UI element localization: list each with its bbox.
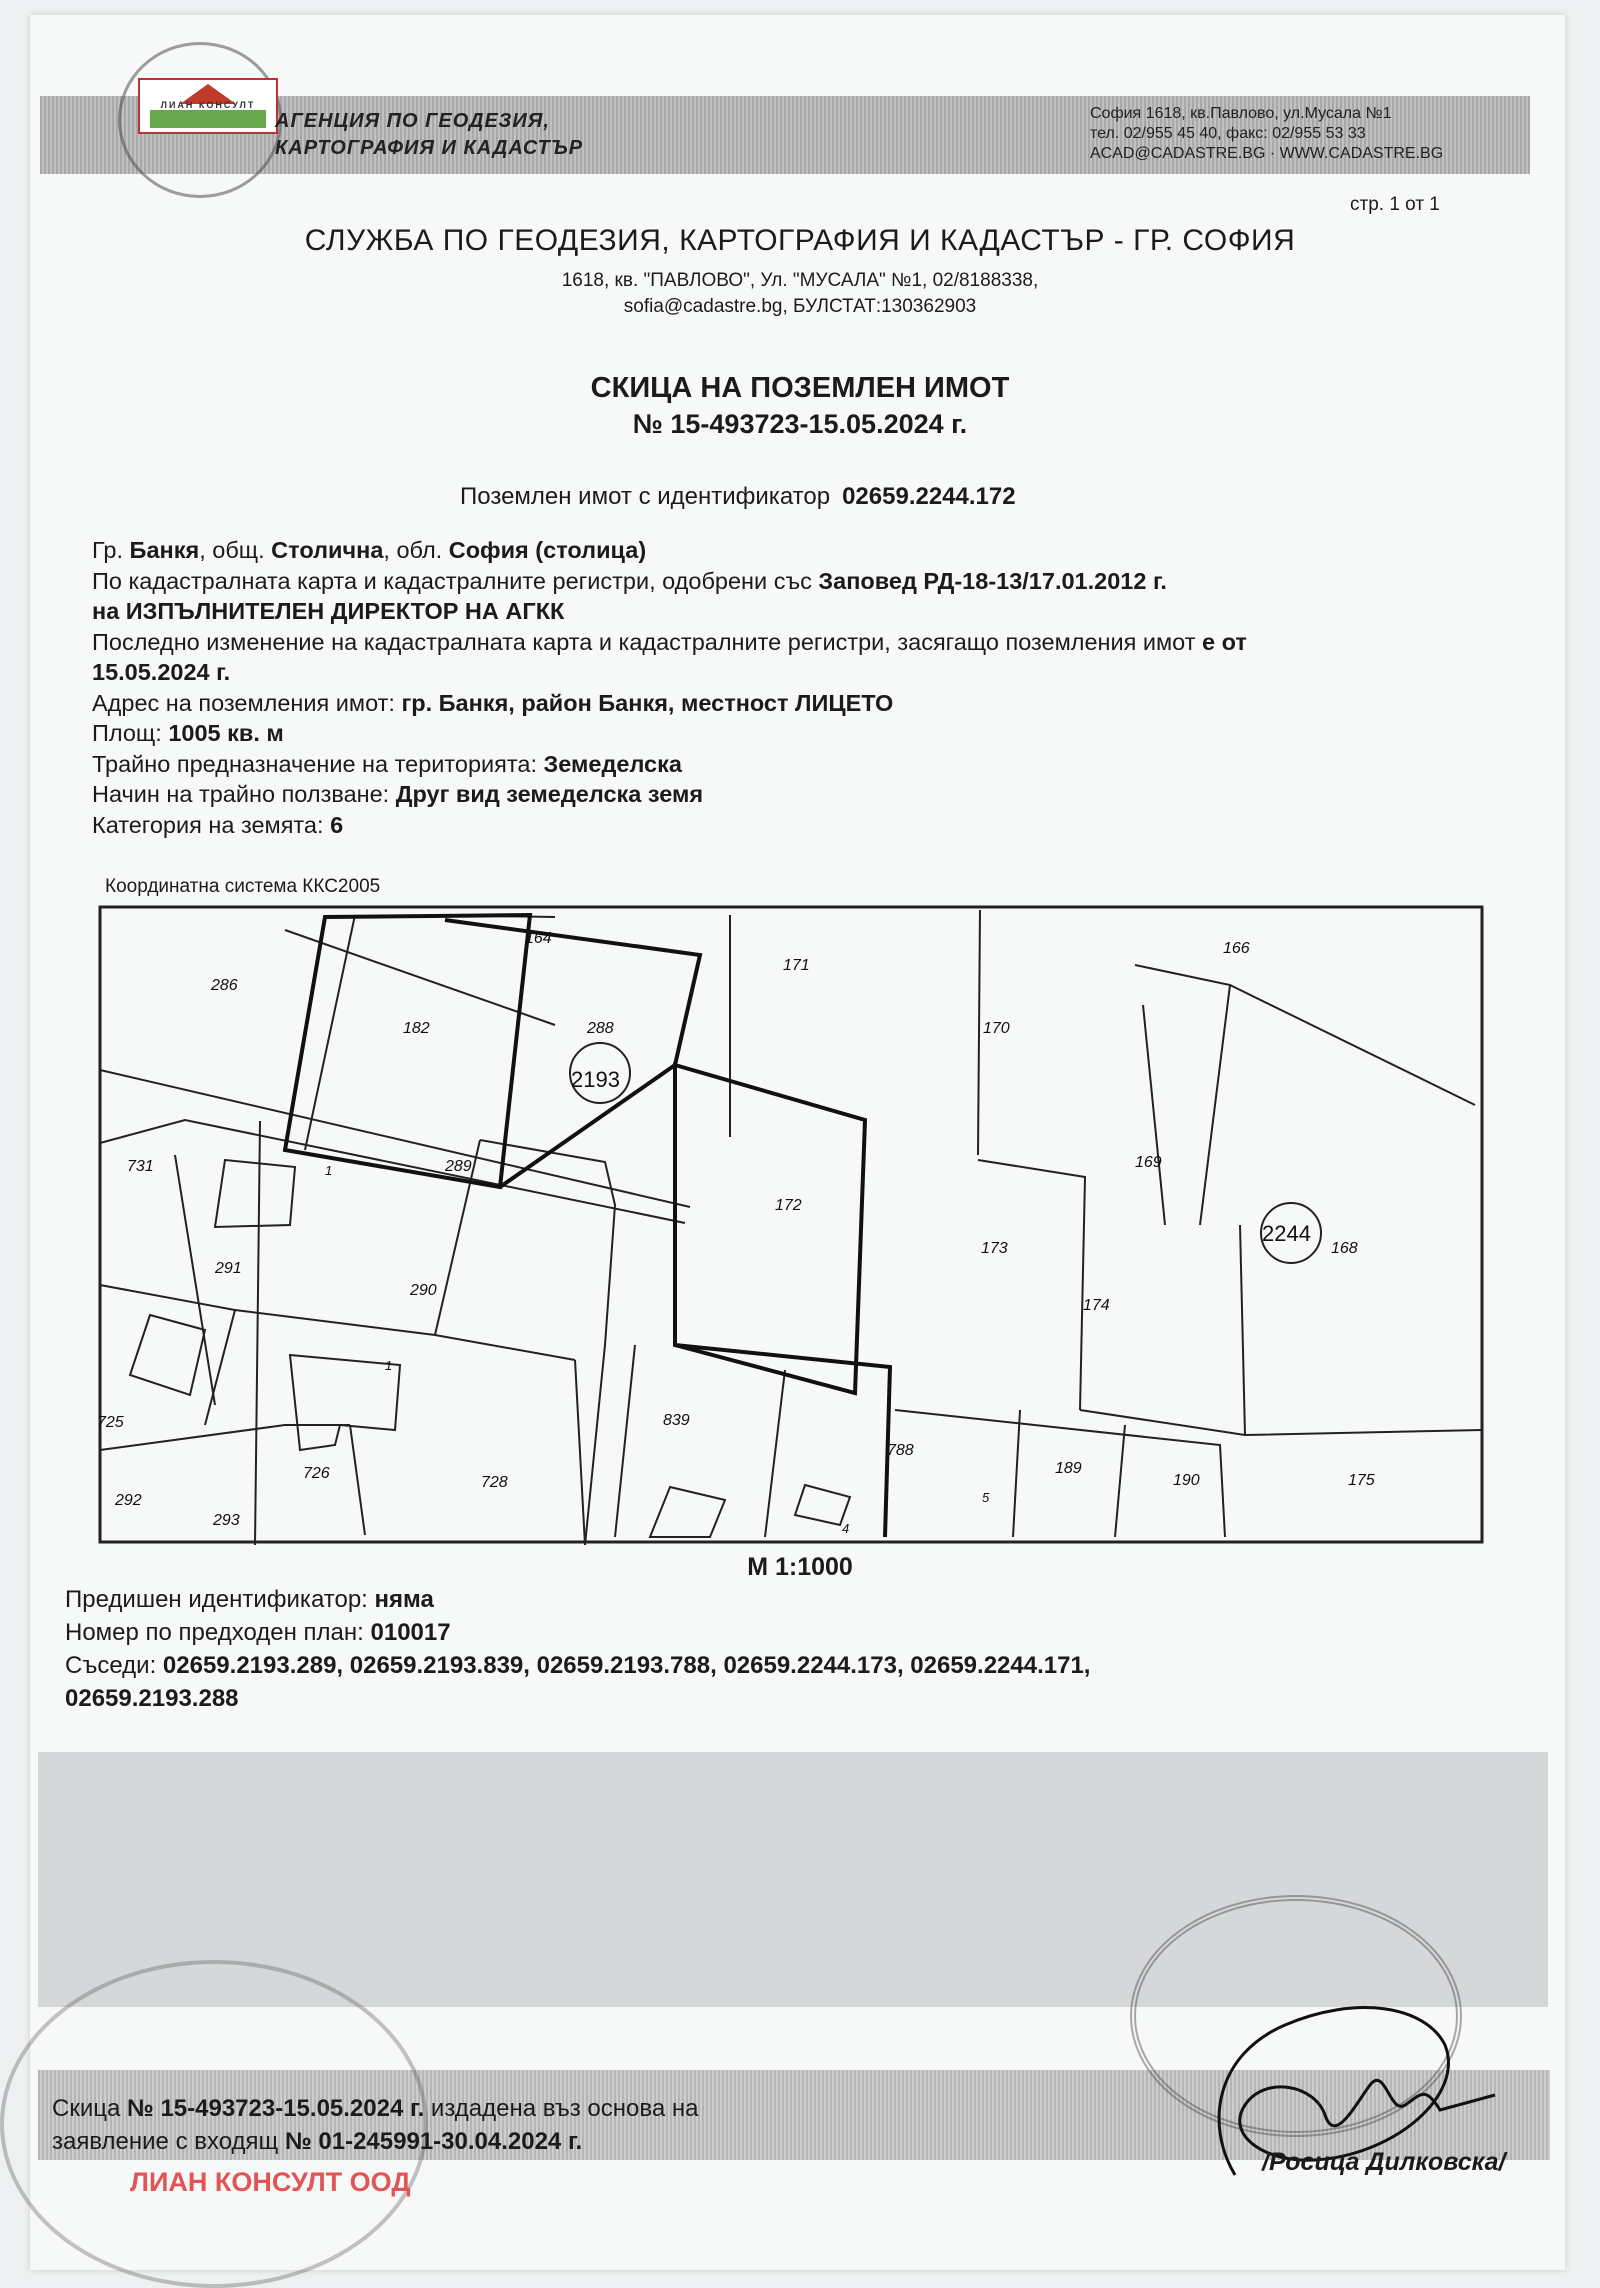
- parcel-label-171: 171: [783, 957, 810, 974]
- page-number: стр. 1 от 1: [1350, 194, 1440, 215]
- parcel-label-292: 292: [115, 1492, 142, 1509]
- parcel-label-286: 286: [211, 977, 238, 994]
- map-approval-line: [92, 566, 1512, 597]
- order-by-value: на ИЗПЪЛНИТЕЛЕН ДИРЕКТОР НА АГКК: [92, 598, 565, 624]
- category-label: Категория на земята:: [92, 811, 324, 838]
- address-line: [92, 688, 1512, 719]
- logo-base: [150, 110, 266, 128]
- parcel-label-290: 290: [410, 1282, 437, 1299]
- issued-number: № 15-493723-15.05.2024 г.: [127, 2095, 425, 2122]
- signer-name: /Росица Дилковска/: [1262, 2148, 1506, 2176]
- issued-text: издадена въз основа на: [430, 2095, 699, 2122]
- parcel-label-291: 291: [215, 1260, 242, 1277]
- usage-label: Начин на трайно ползване:: [92, 781, 390, 807]
- identifier-row: [460, 483, 1016, 511]
- last-change-date-line: [92, 657, 1512, 688]
- category-line: [92, 810, 1512, 841]
- building-outline-1: [215, 1160, 295, 1227]
- order-value: Заповед РД-18-13/17.01.2012 г.: [818, 567, 1167, 594]
- identifier-label: Поземлен имот с идентификатор: [460, 483, 831, 510]
- watermark-firm: ЛИАН КОНСУЛТ ООД: [130, 2167, 411, 2197]
- application-number: № 01-245991-30.04.2024 г.: [284, 2128, 583, 2155]
- purpose-line: [92, 749, 1512, 780]
- neighbors-value-1: 02659.2193.289, 02659.2193.839, 02659.2193.788, 02659.2244.173, 02659.2244.171,: [162, 1652, 1091, 1679]
- parcel-label-164: 164: [525, 930, 552, 947]
- parcel-label-288: 288: [587, 1020, 614, 1037]
- parcel-label-726: 726: [303, 1465, 330, 1482]
- prev-plan-label: Номер по предходен план:: [65, 1619, 364, 1646]
- contact-line2: тел. 02/955 45 40, факс: 02/955 53 33: [1090, 125, 1366, 142]
- quarter-label-2244: 2244: [1262, 1221, 1311, 1246]
- parcel-label-725: 725: [97, 1414, 124, 1431]
- office-address-line: 1618, кв. "ПАВЛОВО", Ул. "МУСАЛА" №1, 02/8188338,: [561, 270, 1039, 291]
- application-text: заявление с входящ: [52, 2128, 279, 2155]
- town-label: Гр.: [92, 537, 124, 563]
- last-change-line: [92, 627, 1512, 658]
- map-scale: М 1:1000: [747, 1553, 853, 1581]
- cadastral-map: [85, 905, 1485, 1547]
- parcel-label-174: 174: [1083, 1297, 1110, 1314]
- area-value: 1005 кв. м: [168, 720, 284, 746]
- contact-line3: ACAD@CADASTRE.BG · WWW.CADASTRE.BG: [1090, 145, 1444, 162]
- municipality-value: Столична: [271, 537, 384, 563]
- document-number: № 15-493723-15.05.2024 г.: [632, 409, 968, 439]
- contact-line1: София 1618, кв.Павлово, ул.Мусала №1: [1090, 105, 1392, 122]
- prev-id-label: Предишен идентификатор:: [65, 1586, 368, 1613]
- parcel-label-728: 728: [481, 1474, 508, 1491]
- identifier-value: 02659.2244.172: [842, 483, 1016, 510]
- parcel-label-788: 788: [887, 1442, 914, 1459]
- neighbors-value-2: 02659.2193.288: [65, 1685, 239, 1712]
- prev-plan-line: [65, 1616, 1090, 1649]
- town-value: Банкя: [129, 537, 200, 563]
- parcel-footer-info: [65, 1583, 1090, 1715]
- map-approval-text: По кадастралната карта и кадастралните регистри, одобрени със: [92, 567, 812, 594]
- coordinate-system: Координатна система ККС2005: [105, 876, 381, 897]
- parcel-label-173: 173: [981, 1240, 1008, 1257]
- usage-value: Друг вид земеделска земя: [395, 781, 704, 807]
- address-label: Адрес на поземления имот:: [92, 689, 395, 716]
- parcel-label-168: 168: [1331, 1240, 1358, 1257]
- parcel-label-731: 731: [127, 1158, 154, 1175]
- last-change-text: Последно изменение на кадастралната карта и кадастралните регистри, засягащо поземления имот: [92, 628, 1196, 655]
- parcel-label-169: 169: [1135, 1154, 1162, 1171]
- region-value: София (столица): [448, 537, 647, 563]
- prev-id-value: няма: [374, 1586, 434, 1613]
- office-email-line: sofia@cadastre.bg, БУЛСТАТ:130362903: [623, 296, 977, 317]
- issuance-line-1: [52, 2092, 698, 2125]
- usage-line: [92, 779, 1512, 810]
- office-address: [0, 268, 1600, 320]
- subject-parcel-172: [675, 1065, 865, 1393]
- location-line: [92, 535, 1512, 566]
- building-outline-3: [290, 1355, 400, 1450]
- building-label-5: 5: [982, 1490, 990, 1505]
- area-line: [92, 718, 1512, 749]
- prev-plan-value: 010017: [370, 1619, 451, 1646]
- parcel-label-166: 166: [1223, 940, 1250, 957]
- issuance-line-2: [52, 2125, 698, 2158]
- neighbors-line-2: [65, 1682, 1090, 1715]
- issuance-text: [52, 2092, 698, 2158]
- neighbor-288-boundary: [285, 915, 530, 1187]
- order-by-line: [92, 596, 1512, 627]
- purpose-label: Трайно предназначение на територията:: [92, 750, 537, 777]
- neighbors-line: [65, 1649, 1090, 1682]
- parcel-label-289: 289: [445, 1158, 472, 1175]
- parcel-edge: [445, 920, 700, 1187]
- purpose-value: Земеделска: [543, 750, 682, 777]
- building-outline-5: [650, 1487, 725, 1537]
- issued-prefix: Скица: [52, 2095, 121, 2122]
- document-title: СКИЦА НА ПОЗЕМЛЕН ИМОТ: [590, 372, 1010, 404]
- category-value: 6: [330, 811, 344, 838]
- parcel-label-182: 182: [403, 1020, 430, 1037]
- last-change-date: 15.05.2024 г.: [92, 659, 231, 685]
- property-details: [92, 535, 1512, 840]
- area-label: Площ:: [92, 720, 162, 746]
- parcel-label-172: 172: [775, 1197, 802, 1214]
- quarter-label-2193: 2193: [571, 1067, 620, 1092]
- parcel-label-839: 839: [663, 1412, 690, 1429]
- prev-id-line: [65, 1583, 1090, 1616]
- parcel-label-190: 190: [1173, 1472, 1200, 1489]
- last-change-from: е от: [1202, 628, 1247, 655]
- region-label: , обл.: [383, 537, 443, 563]
- parcel-label-175: 175: [1348, 1472, 1375, 1489]
- parcel-label-170: 170: [983, 1020, 1010, 1037]
- agency-line2: КАРТОГРАФИЯ И КАДАСТЪР: [275, 137, 584, 159]
- neighbors-label: Съседи:: [65, 1652, 157, 1679]
- building-label-1b: 1: [385, 1358, 393, 1373]
- address-value: гр. Банкя, район Банкя, местност ЛИЦЕТО: [401, 689, 894, 716]
- agency-contact: [1090, 104, 1443, 164]
- agency-name: [275, 108, 583, 162]
- logo-text: ЛИАН КОНСУЛТ: [160, 100, 256, 110]
- parcel-label-189: 189: [1055, 1460, 1082, 1477]
- company-logo: [138, 78, 278, 134]
- road-edge-lower: [100, 1120, 685, 1223]
- building-outline-2: [130, 1315, 205, 1395]
- municipality-label: , общ.: [199, 537, 265, 563]
- building-label-4: 4: [842, 1521, 850, 1536]
- building-outline-4: [795, 1485, 850, 1525]
- building-label-1a: 1: [325, 1163, 333, 1178]
- agency-line1: АГЕНЦИЯ ПО ГЕОДЕЗИЯ,: [275, 110, 550, 132]
- parcel-label-293: 293: [213, 1512, 240, 1529]
- office-title: СЛУЖБА ПО ГЕОДЕЗИЯ, КАРТОГРАФИЯ И КАДАСТЪР - ГР. СОФИЯ: [304, 224, 1296, 257]
